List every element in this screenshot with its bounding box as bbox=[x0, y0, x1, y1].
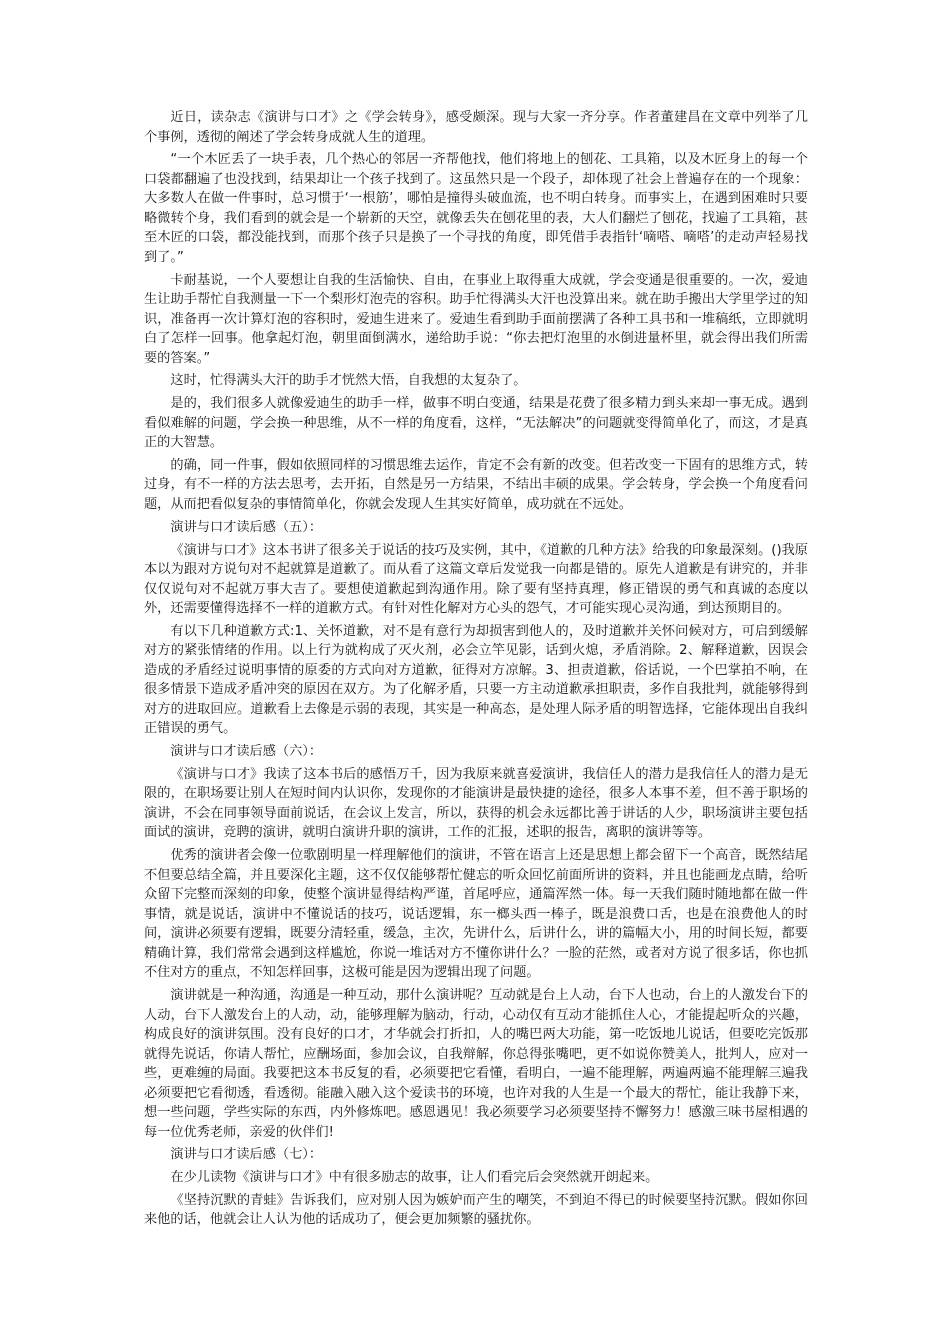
paragraph-turn-around: 的确，同一件事，假如依照同样的习惯思维去运作，肯定不会有新的改变。但若改变一下固有的思维方式，转过身，有不一样的方法去思考，去开拓，自然是另一方结果，不结出丰硕的成果。学会转身，学会换一个角度看问题，从而把看似复杂的事情简单化，你就会发现人生其实好简单，成功就在不远处。 bbox=[144, 457, 808, 512]
document-page bbox=[144, 108, 808, 1233]
paragraph-carpenter-story: “一个木匠丢了一块手表，几个热心的邻居一齐帮他找，他们将地上的刨花、工具箱，以及木匠身上的每一个口袋都翻遍了也没找到，结果却让一个孩子找到了。这虽然只是一个段子，却体现了社会上普遍存在的一个现象：大多数人在做一件事时，总习惯于‘一根筋’，哪怕是撞得头破血流，也不明白转身。而事实上，在遇到困难时只要略微转个身，我们看到的就会是一个崭新的天空，就像丢失在刨花里的表，大人们翻烂了刨花，找遍了工具箱，甚至木匠的口袋，都没能找到，而那个孩子只是换了一个寻找的角度，即凭借手表指针‘嘀嗒、嘀嗒’的走动声轻易找到了。” bbox=[144, 152, 808, 265]
section-heading-six: 演讲与口才读后感（六）： bbox=[170, 744, 323, 760]
paragraph-edison-story: 卡耐基说，一个人要想让自我的生活愉快、自由，在事业上取得重大成就，学会变通是很重要的。一次，爱迪生让助手帮忙自我测量一下一个梨形灯泡壳的容积。助手忙得满头大汗也没算出来。就在助手搬出大学里学过的知识，准备再一次计算灯泡的容积时，爱迪生进来了。爱迪生看到助手面前摆满了各种工具书和一堆稿纸，立即就明白了怎样一回事。他拿起灯泡，朝里面倒满水，递给助手说：“你去把灯泡里的水倒进量杯里，就会得出我们所需要的答案。” bbox=[144, 272, 808, 366]
paragraph-speech-logic: 优秀的演讲者会像一位歌剧明星一样理解他们的演讲，不管在语言上还是思想上都会留下一个高音，既然结尾不但要总结全篇，并且要深化主题，这不仅仅能够帮忙健忘的听众回忆前面所讲的资料，并且也能画龙点睛，给听众留下完整而深刻的印象，使整个演讲显得结构严谨，首尾呼应，通篇浑然一体。每一天我们随时随地都在做一件事情，就是说话，演讲中不懂说话的技巧，说话逻辑，东一榔头西一棒子，既是浪费口舌，也是在浪费他人的时间，演讲必须要有逻辑，既要分清轻重，缓急，主次，先讲什么，后讲什么，讲的篇幅大小，用的时间长短，都要精确计算，我们常常会遇到这样尴尬，你说一堆话对方不懂你讲什么？一脸的茫然，或者对方说了很多话，你也抓不住对方的重点，不知怎样回事，这极可能是因为逻辑出现了问题。 bbox=[144, 848, 808, 981]
section-heading-seven: 演讲与口才读后感（七）： bbox=[170, 1147, 323, 1163]
paragraph-flexibility: 是的，我们很多人就像爱迪生的助手一样，做事不明白变通，结果是花费了很多精力到头来却一事无成。遇到看似难解的问题，学会换一种思维，从不一样的角度看，这样，“无法解决”的问题就变得简单化了，而这，才是真正的大智慧。 bbox=[144, 396, 808, 451]
paragraph-assistant-realization: 这时，忙得满头大汗的助手才恍然大悟，自我想的太复杂了。 bbox=[170, 373, 527, 389]
section-heading-five: 演讲与口才读后感（五）： bbox=[170, 519, 323, 535]
paragraph-silent-frog: 《坚持沉默的青蛙》告诉我们，应对别人因为嫉妒而产生的嘲笑，不到迫不得已的时候要坚持沉默。假如你回来他的话，他就会让人认为他的话成功了，便会更加频繁的骚扰你。 bbox=[144, 1192, 808, 1228]
paragraph-apology-intro: 《演讲与口才》这本书讲了很多关于说话的技巧及实例，其中，《道歉的几种方法》给我的印象最深刻。()我原本以为跟对方说句对不起就算是道歉了。而从看了这篇文章后发觉我一向都是错的。原先人道歉是有讲究的，并非仅仅说句对不起就万事大吉了。要想使道歉起到沟通作用。除了要有坚持真理，修正错误的勇气和真诚的态度以外，还需要懂得选择不一样的道歉方式。有针对性化解对方心头的怨气，才可能实现心灵沟通，到达预期目的。 bbox=[144, 542, 808, 617]
paragraph-apology-methods: 有以下几种道歉方式:1、关怀道歉，对不是有意行为却损害到他人的，及时道歉并关怀问候对方，可启到缓解对方的紧张情绪的作用。以上行为就构成了灭火剂，必会立竿见影，话到火熄，矛盾消除。2、解释道歉，因误会造成的矛盾经过说明事情的原委的方式向对方道歉，征得对方凉解。3、担责道歉，俗话说，一个巴掌拍不响，在很多情景下造成矛盾冲突的原因在双方。为了化解矛盾，只要一方主动道歉承担职责，多作自我批判，就能够得到对方的进取回应。道歉看上去像是示弱的表现，其实是一种高态，是处理人际矛盾的明智选择，它能体现出自我纠正错误的勇气。 bbox=[144, 623, 808, 737]
paragraph-intro: 近日，读杂志《演讲与口才》之《学会转身》，感受颇深。现与大家一齐分享。作者董建昌在文章中列举了几个事例，透彻的阐述了学会转身成就人生的道理。 bbox=[144, 110, 808, 145]
paragraph-speech-interaction: 演讲就是一种沟通，沟通是一种互动，那什么演讲呢？互动就是台上人动，台下人也动，台上的人激发台下的人动，台下人激发台上的人动，动，能够理解为脑动，行动，心动仅有互动才能抓住人心，才能提起听众的兴趣，构成良好的演讲氛围。没有良好的口才，才华就会打折扣，人的嘴巴两大功能，第一吃饭地儿说话，但要吃完饭那就得先说话，你请人帮忙，应酬场面，参加会议，自我辩解，你总得张嘴吧，更不如说你赞美人，批判人，应对一些，更难缠的局面。我要把这本书反复的看，必须要把它看懂，看明白，一遍不能理解，两遍两遍不能理解三遍我必须要把它看彻透，看透彻。能融入融入这个爱读书的环境，也许对我的人生是一个最大的帮忙，能让我静下来，想一些问题，学些实际的东西，内外修炼吧。感恩遇见！我必须要学习必须要坚持不懈努力！感激三味书屋相遇的每一位优秀老师，亲爱的伙伴们! bbox=[144, 988, 808, 1140]
paragraph-children-reading: 在少儿读物《演讲与口才》中有很多励志的故事，让人们看完后会突然就开朗起来。 bbox=[170, 1170, 659, 1186]
paragraph-speech-career: 《演讲与口才》我读了这本书后的感悟万千，因为我原来就喜爱演讲，我信任人的潜力是我信任人的潜力是无限的，在职场要让别人在短时间内认识你，发现你的才能演讲是最快捷的途径，很多人本事不差，但不善于职场的演讲，不会在同事领导面前说话，在会议上发言，所以，获得的机会永远都比善于讲话的人少，职场演讲主要包括面试的演讲，竞聘的演讲，就明白演讲升职的演讲，工作的汇报，述职的报告，离职的演讲等等。 bbox=[144, 766, 808, 841]
